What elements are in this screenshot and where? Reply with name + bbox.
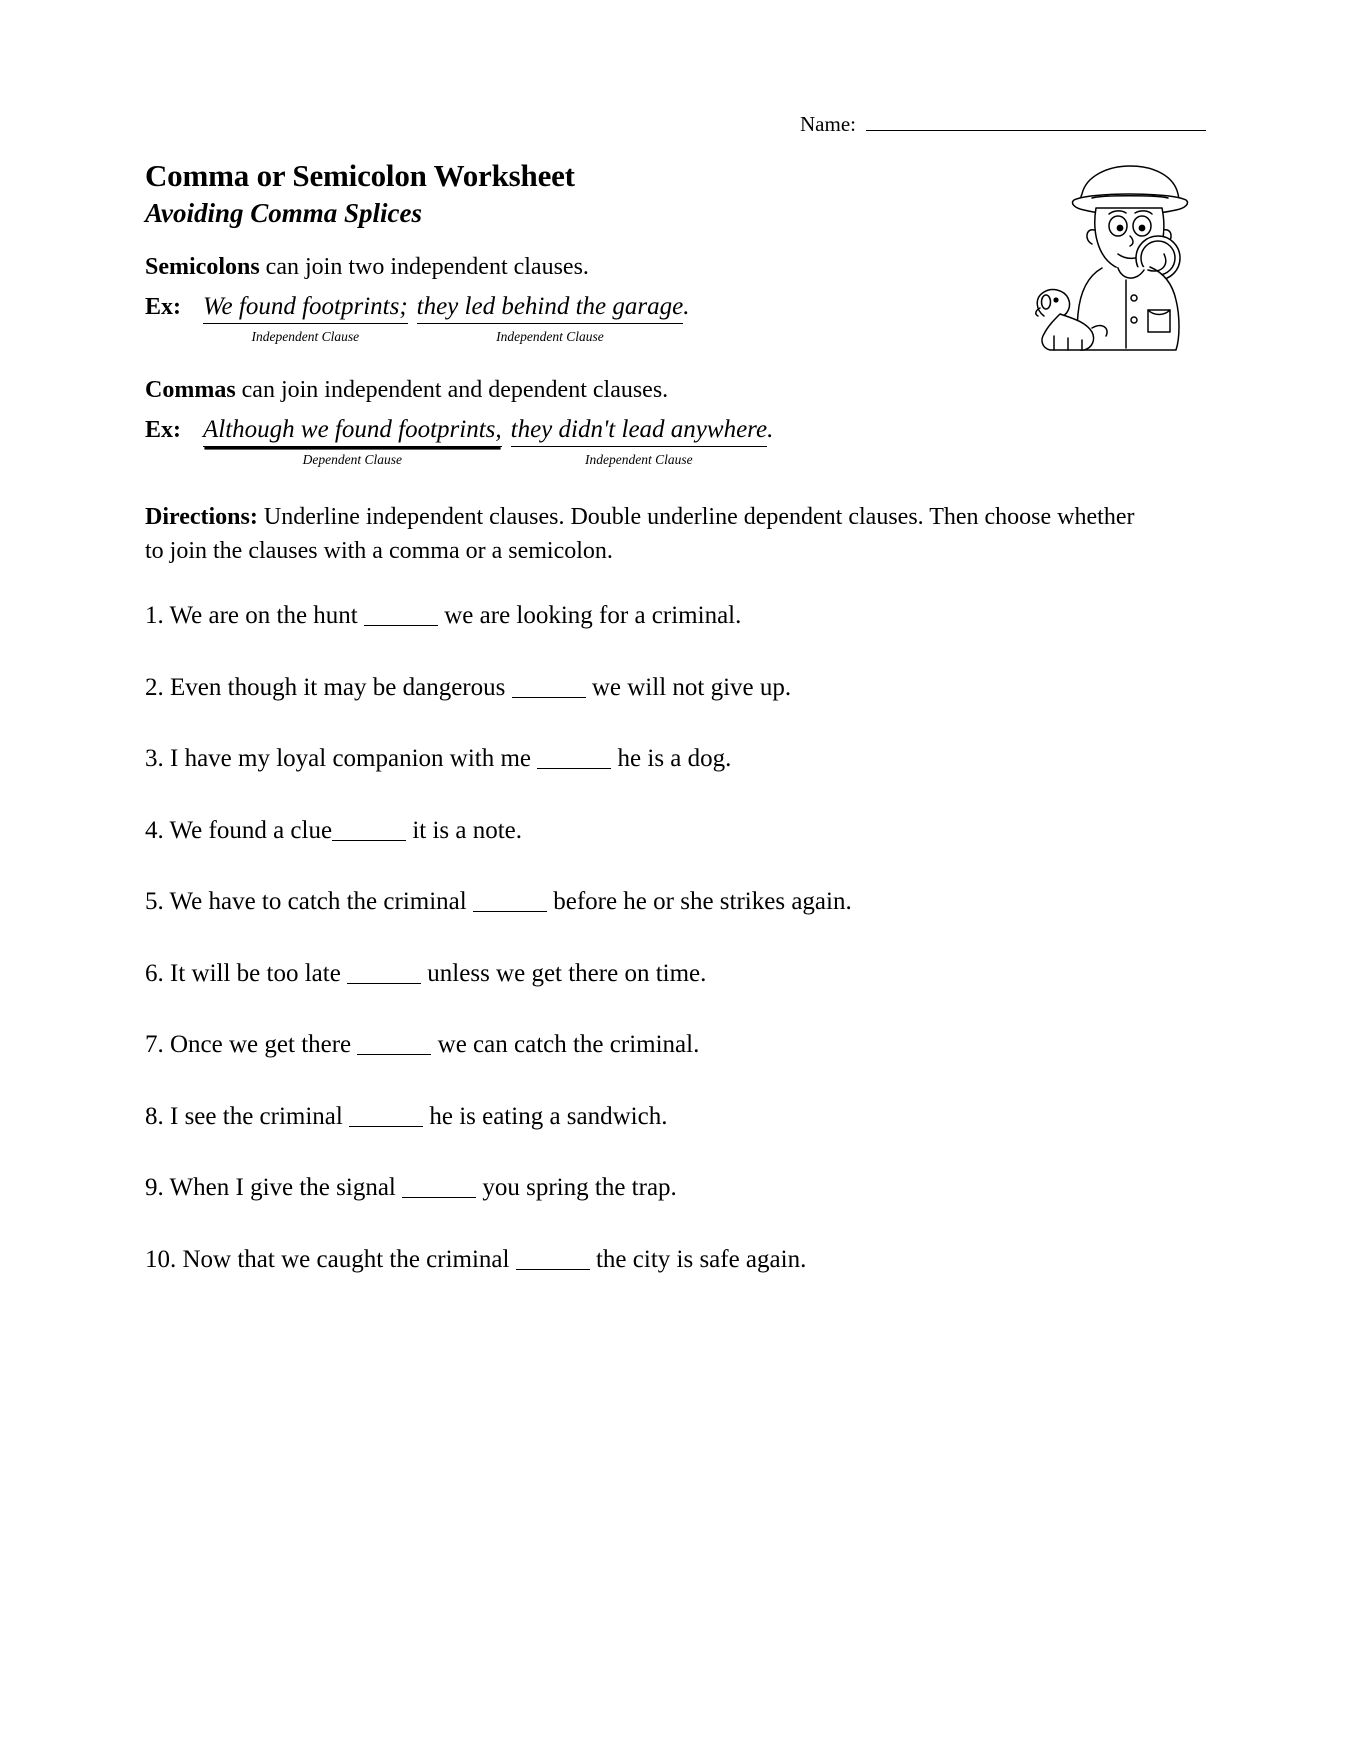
question-item [145, 815, 1225, 887]
question-text-after-blank: the city is safe again. [589, 1245, 807, 1273]
answer-blank[interactable] [347, 964, 421, 984]
title-block [145, 158, 575, 229]
question-text-after-blank: he is a dog. [611, 745, 732, 772]
question-text-after-blank: it is a note. [406, 816, 523, 844]
rule-statement [145, 375, 773, 406]
question-list [145, 600, 1225, 1315]
question-text-before-blank: We have to catch the criminal [163, 888, 473, 915]
page-title: Comma or Semicolon Worksheet [145, 158, 575, 193]
detective-boy-with-dog-icon [1030, 150, 1220, 355]
question-item [145, 1029, 1225, 1101]
question-text-before-blank: We are on the hunt [163, 602, 364, 629]
clause-text: Although we found footprints, [203, 416, 502, 447]
rule-keyword: Semicolons [145, 254, 260, 280]
example-clauses [203, 416, 773, 468]
question-item [145, 743, 1225, 815]
question-number: 10. [145, 1245, 177, 1273]
question-number: 4. [145, 816, 164, 844]
question-item [145, 1101, 1225, 1173]
question-text-after-blank: unless we get there on time. [421, 959, 707, 987]
rule-statement-text: can join independent and dependent clauses. [235, 377, 669, 403]
answer-blank[interactable] [349, 1107, 423, 1127]
question-text-before-blank: Now that we caught the criminal [176, 1245, 516, 1273]
question-number: 7. [145, 1031, 164, 1058]
question-text-after-blank: we can catch the criminal. [431, 1031, 700, 1058]
question-item [145, 1244, 1225, 1316]
question-text-after-blank: before he or she strikes again. [546, 888, 852, 915]
clause-label: Independent Clause [251, 329, 360, 345]
question-text-before-blank: Once we get there [163, 1031, 358, 1058]
directions-text: Underline independent clauses. Double underline dependent clauses. Then choose whether to join the clauses with a comma or a semicolon. [145, 504, 1135, 565]
example-clauses [203, 293, 689, 345]
question-text-before-blank: We found a clue [163, 816, 333, 844]
question-number: 9. [145, 1174, 164, 1201]
name-input-blank[interactable] [866, 112, 1206, 131]
sentence-period: . [767, 416, 774, 444]
clause-text: they didn't lead anywhere [511, 416, 767, 447]
rule-statement [145, 252, 689, 283]
question-text-before-blank: Even though it may be dangerous [163, 673, 512, 701]
question-item [145, 672, 1225, 744]
clause-text: they led behind the garage [417, 293, 684, 324]
answer-blank[interactable] [516, 1250, 590, 1270]
sentence-period: . [683, 293, 690, 321]
clause-first [203, 293, 408, 345]
directions-paragraph [145, 500, 1155, 568]
answer-blank[interactable] [402, 1178, 476, 1198]
question-text-after-blank: we will not give up. [585, 673, 792, 701]
question-text-after-blank: he is eating a sandwich. [423, 1102, 668, 1130]
name-label: Name: [800, 112, 856, 136]
example-label: Ex: [145, 294, 181, 321]
question-number: 5. [145, 888, 164, 915]
answer-blank[interactable] [473, 892, 547, 912]
answer-blank[interactable] [332, 821, 406, 841]
question-text-before-blank: When I give the signal [163, 1174, 403, 1201]
clause-second [417, 293, 684, 345]
question-text-before-blank: I have my loyal companion with me [163, 745, 538, 772]
clause-text: We found footprints; [203, 293, 408, 324]
clause-label: Independent Clause [496, 329, 604, 345]
rule-block-semicolons [145, 252, 689, 345]
clause-second [511, 416, 767, 468]
rule-keyword: Commas [145, 377, 236, 403]
question-number: 8. [145, 1102, 164, 1130]
clause-label: Independent Clause [585, 452, 693, 468]
clause-label: Dependent Clause [302, 452, 402, 468]
question-text-before-blank: I see the criminal [163, 1102, 350, 1130]
rule-statement-text: can join two independent clauses. [259, 254, 589, 280]
question-number: 1. [145, 602, 164, 629]
question-item [145, 958, 1225, 1030]
question-item [145, 1172, 1225, 1244]
question-item [145, 600, 1225, 672]
question-text-before-blank: It will be too late [163, 959, 348, 987]
question-number: 3. [145, 745, 164, 772]
name-field-row [800, 112, 1206, 137]
answer-blank[interactable] [537, 749, 611, 769]
answer-blank[interactable] [364, 606, 438, 626]
answer-blank[interactable] [357, 1035, 431, 1055]
question-text-after-blank: you spring the trap. [476, 1174, 677, 1201]
example-row [145, 293, 689, 345]
directions-label: Directions: [145, 504, 258, 530]
question-number: 2. [145, 673, 164, 701]
question-number: 6. [145, 959, 164, 987]
example-label: Ex: [145, 417, 181, 444]
question-item [145, 886, 1225, 958]
page-subtitle: Avoiding Comma Splices [145, 197, 423, 228]
clause-first [203, 416, 502, 468]
answer-blank[interactable] [512, 678, 586, 698]
rule-block-commas [145, 375, 773, 468]
example-row [145, 416, 773, 468]
question-text-after-blank: we are looking for a criminal. [438, 602, 742, 629]
